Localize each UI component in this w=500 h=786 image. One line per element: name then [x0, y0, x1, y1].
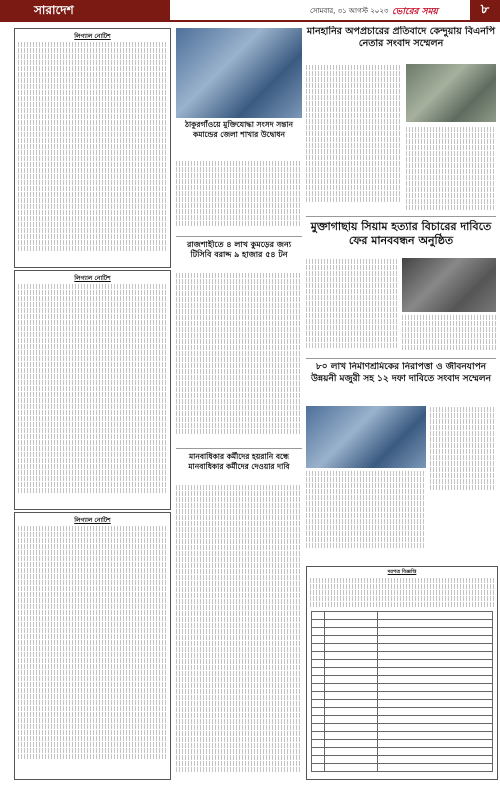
headline-workers: ৮০ লাখ নির্মাণশ্রমিকের নিরাপত্তা ও জীবনযাপন উন্নয়নী মজুরী সহ ১২ দফা দাবিতে সংবাদ সম্মেলন — [311, 362, 491, 384]
headline-humanchain: মানবাধিকার কর্মীদের হয়রানি বন্ধে মানবাধিকার কর্মীদের দেওয়ার দাবি — [188, 452, 290, 471]
tender-notice — [306, 566, 498, 780]
page-header — [0, 0, 500, 22]
section-band — [0, 0, 170, 22]
legal-notice-3 — [14, 512, 171, 780]
photo-thakurgaon — [176, 28, 302, 118]
photo-press-conference — [406, 64, 496, 122]
headline-siam: মুক্তাগাছায় সিয়াম হত্যার বিচারের দাবিতে ফের মানববন্ধন অনুষ্ঠিত — [310, 220, 492, 247]
section-title: সারাদেশ — [34, 3, 74, 17]
photo-human-chain — [402, 258, 496, 312]
tender-table — [311, 611, 493, 772]
page-number: ৮ — [470, 0, 500, 20]
issue-date: সোমবার, ৩১ আগস্ট ২০২৩ — [310, 7, 389, 15]
headline-cpb: মানহানির অপপ্রচারের প্রতিবাদে কেন্দুয়ায় বিএনপি নেতার সংবাদ সম্মেলন — [306, 26, 496, 49]
headline-thakurgaon: ঠাকুরগাঁওয়ে মুক্তিযোদ্ধা সংসদ সন্তান কমান্ডের জেলা শাখার উদ্বোধন — [184, 120, 294, 139]
legal-notice-1 — [14, 28, 171, 268]
photo-workers — [306, 406, 426, 468]
notice-title: লিগ্যাল নোটিশ — [74, 517, 111, 524]
masthead: ভোরের সময় — [392, 7, 438, 17]
notice-title: লিগ্যাল নোটিশ — [74, 33, 111, 40]
legal-notice-2 — [14, 270, 171, 510]
tender-title: দরপত্র বিজ্ঞপ্তি — [387, 569, 417, 575]
headline-rajshahi: রাজশাহীতে ৪ লাখ কুমড়ের জন্য টিসিবি বরাদ্দ ৯ হাজার ৫৪ টন — [186, 240, 292, 259]
notice-title: লিগ্যাল নোটিশ — [74, 275, 111, 282]
